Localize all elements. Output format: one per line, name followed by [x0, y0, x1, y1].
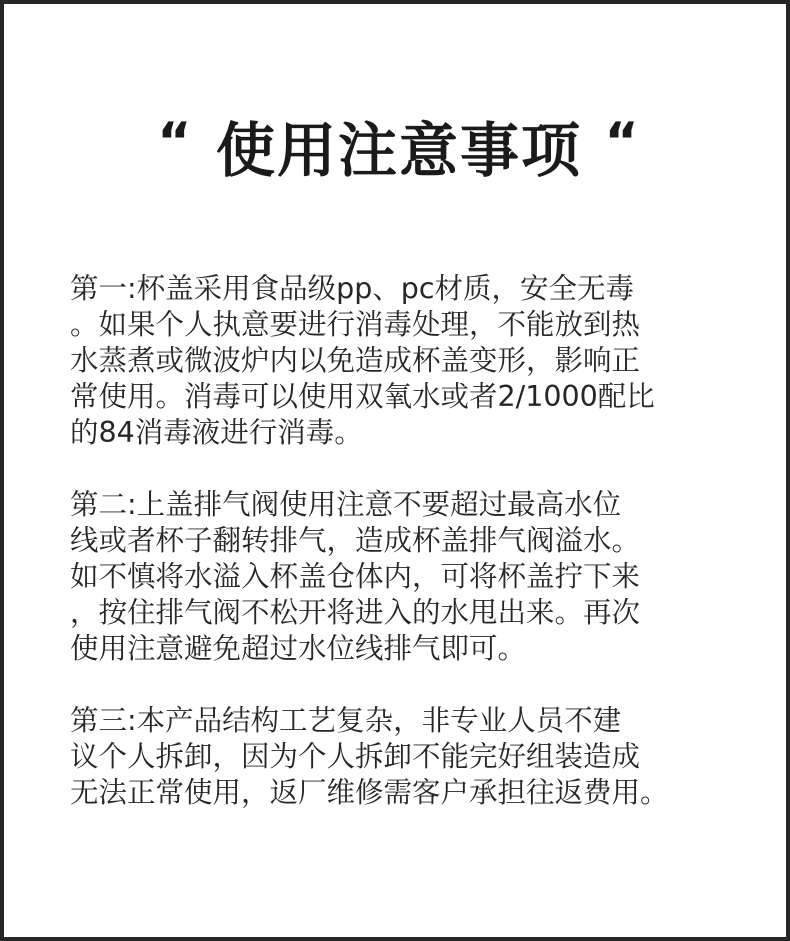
title-close-quote: “ [604, 112, 641, 172]
section-1-line: 的84消毒液进行消毒。 [70, 416, 363, 449]
title-open-quote: “ [157, 112, 194, 172]
section-1-line: 水蒸煮或微波炉内以免造成杯盖变形，影响正 [70, 344, 641, 377]
section-2-line: 如不慎将水溢入杯盖仓体内，可将杯盖拧下来 [70, 560, 641, 593]
page-title [4, 102, 790, 191]
section-3-line: 无法正常使用，返厂维修需客户承担往返费用。 [70, 776, 669, 809]
section-1-line: 第一:杯盖采用食品级pp、pc材质，安全无毒 [70, 272, 635, 305]
section-3-line: 第三:本产品结构工艺复杂，非专业人员不建 [70, 704, 622, 737]
section-2-line: 线或者杯子翻转排气，造成杯盖排气阀溢水。 [70, 524, 641, 557]
section-1-line: 常使用。消毒可以使用双氧水或者2/1000配比 [70, 380, 655, 413]
section-3-paragraph [70, 703, 669, 811]
section-2-line: ，按住排气阀不松开将进入的水甩出来。再次 [70, 596, 641, 629]
section-1-line: 。如果个人执意要进行消毒处理，不能放到热 [70, 308, 641, 341]
title-text: 使用注意事项 [215, 116, 582, 185]
section-2-line: 第二:上盖排气阀使用注意不要超过最高水位 [70, 488, 622, 521]
section-3-line: 议个人拆卸，因为个人拆卸不能完好组装造成 [70, 740, 641, 773]
section-1-paragraph [70, 271, 655, 451]
section-2-paragraph [70, 487, 640, 667]
section-2-line: 使用注意避免超过水位线排气即可。 [70, 632, 527, 665]
